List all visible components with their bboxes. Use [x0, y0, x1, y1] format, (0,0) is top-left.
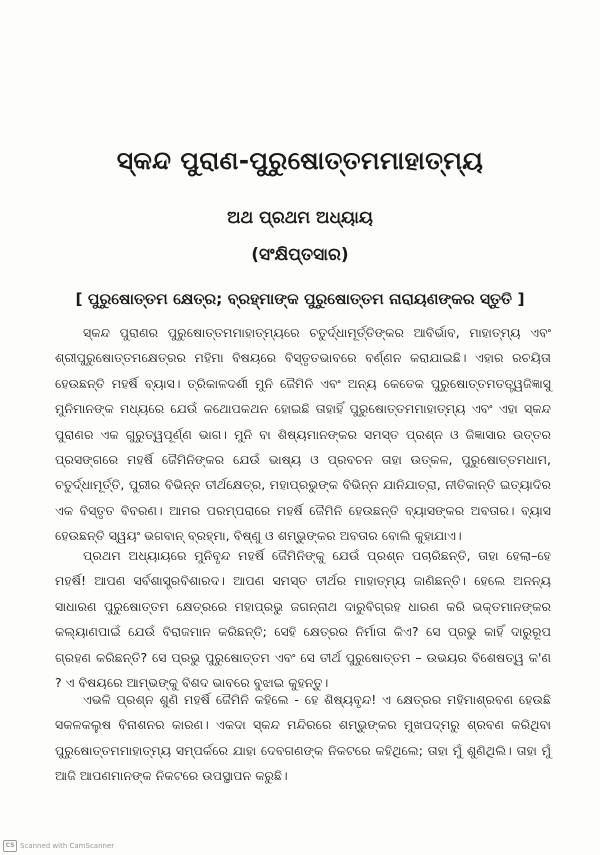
paragraph-3: ଏଭଳି ପ୍ରଶ୍ନ ଶୁଣି ମହର୍ଷି ଜୈମିନି କହିଲେ - ହେ ଶିଷ୍ୟବୃନ୍ଦ! ଏ କ୍ଷେତ୍ରର ମହିମାଶ୍ରବଣ ହେଉଛି ସକଳକଲୁଷ ବିନାଶନର କାରଣ। ଏକଦା ସ୍କନ୍ଦ ମନ୍ଦିରରେ ଶମ୍ଭୁଙ୍କର ମୁଖପଦ୍ମରୁ ଶ୍ରବଣ କରିଥିବା ପୁରୁଷୋତ୍ତମମାହାତ୍ମ୍ୟ ସମ୍ପର୍କରେ ଯାହା ଦେବଗଣଙ୍କ ନିକଟରେ କହିଥିଲେ; ତାହା ମୁଁ ଶୁଣିଥିଲି। ତାହା ମୁଁ ଆଜି ଆପଣମାନଙ୍କ ନିକଟରେ ଉପସ୍ଥାପନ କରୁଛି।: [55, 692, 551, 784]
paragraph-1: ସ୍କନ୍ଦ ପୁରାଣର ପୁରୁଷୋତ୍ତମମାହାତ୍ମ୍ୟରେ ଚତୁର୍ଦ୍ଧାମୂର୍ତ୍ତିଙ୍କର ଆବିର୍ଭାବ, ମାହାତ୍ମ୍ୟ ଏବଂ ଶ୍ରୀପୁରୁଷୋତ୍ତମକ୍ଷେତ୍ରର ମହିମା ବିଷୟରେ ବିସ୍ତୃତଭାବରେ ବର୍ଣ୍ଣନ କରାଯାଇଛି। ଏହାର ରଚୟିତା ହେଉଛନ୍ତି ମହର୍ଷି ବ୍ୟାସ। ତ୍ରିକାଳଦର୍ଶୀ ମୁନି ଜୈମିନି ଏବଂ ଅନ୍ୟ କେତେକ ପୁରୁଷୋତ୍ତମତତ୍ତ୍ୱଜିଜ୍ଞାସୁ ମୁନିମାନଙ୍କ ମଧ୍ୟରେ ଯେଉଁ କଥୋପକଥନ ହୋଇଛି ତାହାହିଁ ପୁରୁଷୋତ୍ତମମାହାତ୍ମ୍ୟ ଏବଂ ଏହା ସ୍କନ୍ଦ ପୁରାଣର ଏକ ଗୁରୁତ୍ୱପୂର୍ଣ୍ଣ ଭାଗ। ମୁନି ବା ଶିଷ୍ୟମାନଙ୍କର ସମସ୍ତ ପ୍ରଶ୍ନ ଓ ଜିଜ୍ଞାସାର ଉତ୍ତର ପ୍ରସଙ୍ଗରେ ମହର୍ଷି ଜୈମିନିଙ୍କର ଯେଉଁ ଭାଷ୍ୟ ଓ ପ୍ରବଚନ ତାହା ଉତ୍କଳ, ପୁରୁଷୋତ୍ତମଧାମ, ଚତୁର୍ଦ୍ଧାମୂର୍ତ୍ତି, ପୁରୀର ବିଭିନ୍ନ ତୀର୍ଥକ୍ଷେତ୍ର, ମହାପ୍ରଭୁଙ୍କ ବିଭିନ୍ନ ଯାନିଯାତ୍ରା, ନୀତିକାନ୍ତି ଇତ୍ୟାଦିର ଏକ ବିସ୍ତୃତ ବିବରଣ। ଆମର ପରମ୍ପରାରେ ମହର୍ଷି ଜୈମିନି ହେଉଛନ୍ତି ବ୍ୟାସଙ୍କର ଅବତାର। ବ୍ୟାସ ହେଉଛନ୍ତି ସ୍ୱୟଂ ଭଗବାନ୍ ବ୍ରହ୍ମା, ବିଷ୍ଣୁ ଓ ଶମ୍ଭୁଙ୍କର ଅବତାର ବୋଲି କୁହାଯାଏ।: [55, 325, 551, 544]
scanner-watermark-text: Scanned with CamScanner: [20, 842, 115, 850]
section-heading: [ ପୁରୁଷୋତ୍ତମ କ୍ଷେତ୍ର; ବ୍ରହ୍ମାଙ୍କ ପୁରୁଷୋତ୍ତମ ନାରାୟଣଙ୍କର ସ୍ତୁତି ]: [75, 290, 525, 308]
camscanner-logo-icon: CS: [3, 840, 17, 852]
page-title: ସ୍କନ୍ଦ ପୁରାଣ-ପୁରୁଷୋତ୍ତମମାହାତ୍ମ୍ୟ: [116, 146, 484, 175]
chapter-subtitle: ଅଥ ପ୍ରଥମ ଅଧ୍ୟାୟ: [227, 208, 373, 228]
scanner-watermark: [3, 840, 114, 852]
paragraph-2: ପ୍ରଥମ ଅଧ୍ୟାୟରେ ମୁନିବୃନ୍ଦ ମହର୍ଷି ଜୈମିନିଙ୍କୁ ଯେଉଁ ପ୍ରଶ୍ନ ପଚାରିଛନ୍ତି, ତାହା ହେଲା–ହେ ମହର୍ଷି! ଆପଣ ସର୍ବଶାସ୍ତ୍ରବିଶାରଦ। ଆପଣ ସମସ୍ତ ତୀର୍ଥର ମାହାତ୍ମ୍ୟ ଜାଣିଛନ୍ତି। ହେଲେ ଅନନ୍ୟ ସାଧାରଣ ପୁରୁଷୋତ୍ତମ କ୍ଷେତ୍ରରେ ମହାପ୍ରଭୁ ଜଗନ୍ନାଥ ଦାରୁବିଗ୍ରହ ଧାରଣ କରି ଭକ୍ତମାନଙ୍କର କଲ୍ୟାଣପାଇଁ ଯେଉଁ ବିରାଜମାନ କରିଛନ୍ତି; ସେହି କ୍ଷେତ୍ରର ନିର୍ମାତା କିଏ? ସେ ପ୍ରଭୁ କାହିଁ ଦାରୁରୂପ ଗ୍ରହଣ କରିଛନ୍ତି? ସେ ପ୍ରଭୁ ପୁରୁଷୋତ୍ତମ ଏବଂ ସେ ତୀର୍ଥ ପୁରୁଷୋତ୍ତମ – ଉଭୟର ବିଶେଷତ୍ୱ କ'ଣ ? ଏ ବିଷୟରେ ଆମ୍ଭଙ୍କୁ ବିଶଦ ଭାବରେ ବୁଝାଇ କୁହନ୍ତୁ।: [55, 548, 551, 691]
summary-label: (ସଂକ୍ଷିପ୍ତସାର): [251, 245, 349, 265]
